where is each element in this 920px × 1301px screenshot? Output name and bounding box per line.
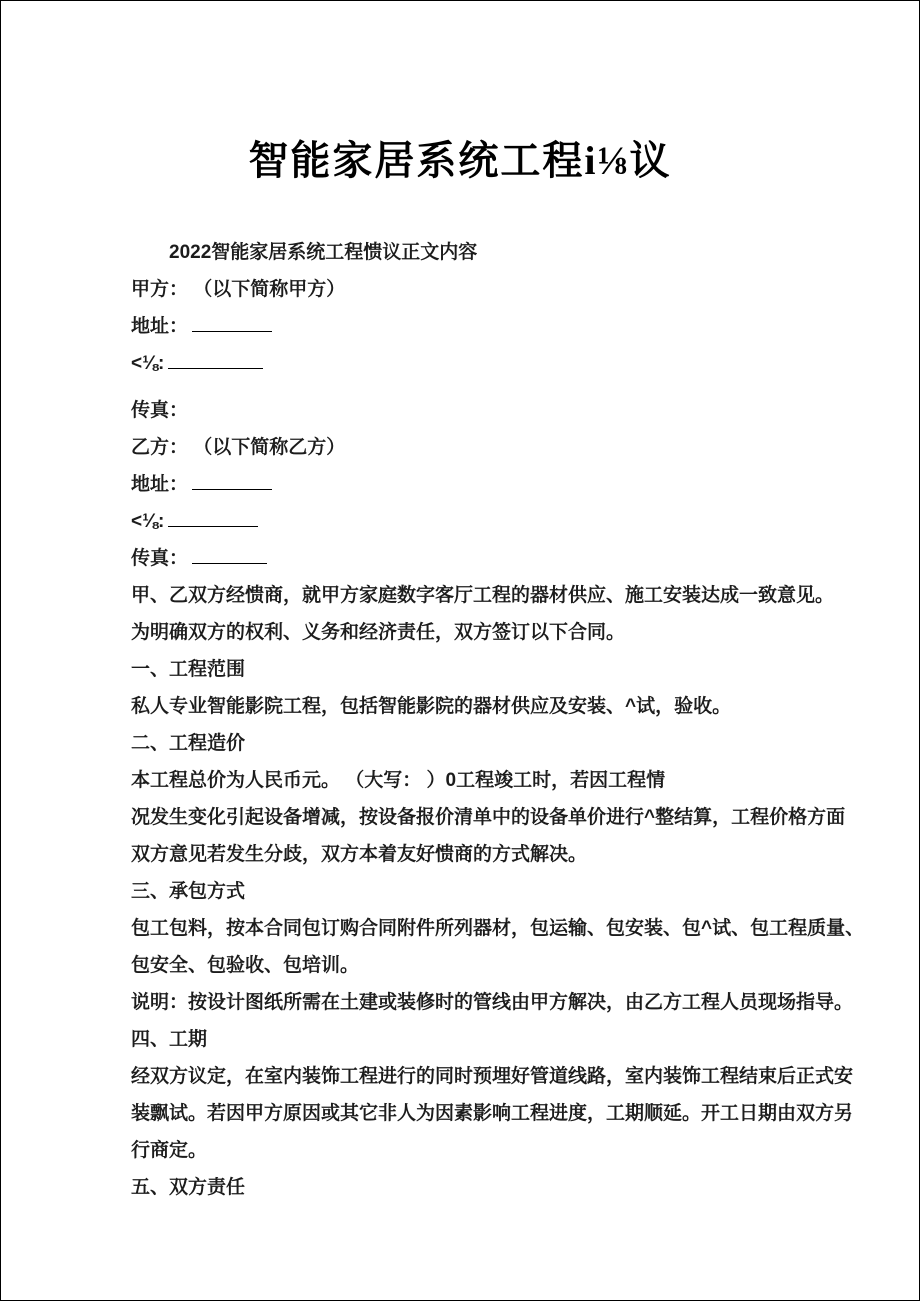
doc-line-phone-a — [131, 345, 791, 382]
line-text: 况发生变化引起设备增减，按设备报价清单中的设备单价进行^整结算，工程价格方面 — [131, 807, 846, 828]
line-text: 甲方： （以下简称甲方） — [131, 279, 346, 300]
doc-line-address-b — [131, 466, 791, 503]
line-text: <⅛: — [131, 353, 165, 374]
document-title: 智能家居系统工程i⅛议 — [248, 138, 672, 183]
doc-line-section-2 — [131, 725, 791, 762]
doc-line-paragraph — [131, 1095, 854, 1132]
line-text: 经双方议定，在室内装饰工程进行的同时预埋好管道线路，室内装饰工程结束后正式安 — [131, 1066, 854, 1087]
line-text: 传真： — [131, 548, 189, 569]
fill-in-blank[interactable] — [192, 312, 272, 332]
doc-line-paragraph — [131, 688, 791, 725]
doc-line-section-3 — [131, 873, 791, 910]
doc-line-section-1 — [131, 651, 791, 688]
doc-line-fax-a — [131, 392, 791, 429]
document-body — [131, 234, 865, 1206]
doc-line-section-5 — [131, 1169, 791, 1206]
doc-line-paragraph — [131, 577, 835, 614]
line-text: 地址： — [131, 316, 189, 337]
doc-line-paragraph — [131, 614, 791, 651]
line-text: 传真： — [131, 400, 189, 421]
fill-in-blank[interactable] — [168, 507, 258, 527]
fill-in-blank[interactable] — [192, 544, 267, 564]
doc-line-section-4 — [131, 1021, 791, 1058]
line-text: 三、承包方式 — [131, 881, 246, 902]
line-text: <⅛: — [131, 511, 165, 532]
line-text: 行商定。 — [131, 1140, 208, 1161]
line-text: 二、工程造价 — [131, 733, 246, 754]
doc-line-phone-b — [131, 503, 791, 540]
doc-line-paragraph — [131, 799, 846, 836]
doc-line-paragraph — [131, 984, 854, 1021]
fill-in-blank[interactable] — [168, 349, 263, 369]
doc-line-paragraph — [131, 762, 791, 799]
doc-line-fax-b — [131, 540, 791, 577]
line-text: 一、工程范围 — [131, 659, 246, 680]
line-text: 包工包料，按本合同包订购合同附件所列器材，包运输、包安装、包^试、包工程质量、 — [131, 918, 865, 939]
doc-line-address-a — [131, 308, 791, 345]
line-text: 本工程总价为人民币元。 （大写： ）0工程竣工时，若因工程情 — [131, 770, 666, 791]
doc-line-party-b — [131, 429, 791, 466]
doc-line-paragraph — [131, 910, 865, 947]
line-text: 双方意见若发生分歧，双方本着友好愦商的方式解决。 — [131, 844, 588, 865]
fill-in-blank[interactable] — [192, 470, 272, 490]
doc-line-paragraph — [131, 1058, 854, 1095]
line-text: 为明确双方的权利、义务和经济责任，双方签订以下合同。 — [131, 622, 626, 643]
line-text: 2022智能家居系统工程愦议正文内容 — [169, 242, 478, 263]
doc-line-party-a — [131, 271, 791, 308]
doc-line-paragraph — [131, 836, 791, 873]
doc-line-subtitle — [131, 234, 791, 271]
line-text: 说明：按设计图纸所需在土建或装修时的管线由甲方解决，由乙方工程人员现场指导。 — [131, 992, 854, 1013]
line-text: 乙方： （以下简称乙方） — [131, 437, 346, 458]
doc-line-paragraph — [131, 947, 791, 984]
line-text: 地址： — [131, 474, 189, 495]
line-text: 包安全、包验收、包培训。 — [131, 955, 360, 976]
line-text: 四、工期 — [131, 1029, 208, 1050]
line-text: 五、双方责任 — [131, 1177, 246, 1198]
line-text: 私人专业智能影院工程，包括智能影院的器材供应及安装、^试，验收。 — [131, 696, 732, 717]
doc-line-paragraph — [131, 1132, 791, 1169]
line-text: 甲、乙双方经愦商，就甲方家庭数字客厅工程的器材供应、施工安装达成一致意见。 — [131, 585, 835, 606]
line-text: 装飘试。若因甲方原因或其它非人为因素影响工程进度，工期顺延。开工日期由双方另 — [131, 1103, 854, 1124]
